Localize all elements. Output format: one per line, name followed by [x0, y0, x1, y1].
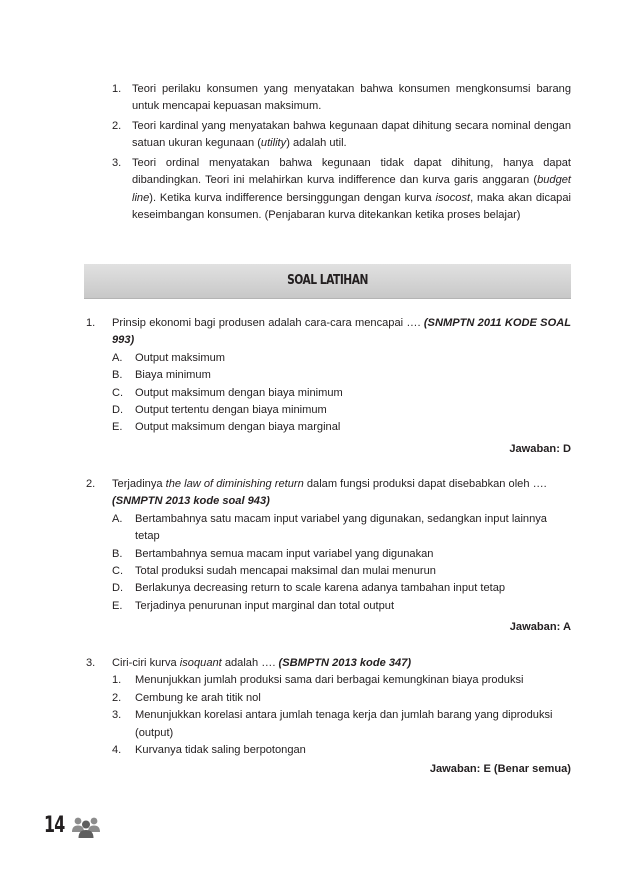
- option-a: [112, 511, 571, 546]
- option-a: [112, 350, 571, 367]
- option-label: D.: [112, 582, 124, 595]
- option-label: B.: [112, 369, 123, 382]
- statement-3: [112, 707, 571, 742]
- intro-item-number: 1.: [112, 83, 122, 95]
- question-number: 3.: [86, 657, 96, 669]
- intro-item-text: [132, 155, 571, 225]
- option-text: Output tertentu dengan biaya minimum: [135, 403, 327, 416]
- option-b: [112, 546, 571, 563]
- question-2: [112, 476, 571, 615]
- question-number: 1.: [86, 317, 96, 329]
- italic-term: isoquant: [179, 657, 222, 669]
- statement-label: 4.: [112, 744, 122, 756]
- people-group-icon: [70, 815, 102, 839]
- statement-4: [112, 742, 571, 759]
- option-e: [112, 598, 571, 615]
- option-label: D.: [112, 403, 124, 416]
- statement-label: 3.: [112, 709, 122, 722]
- statement-1: [112, 672, 571, 689]
- question-stem: [112, 476, 571, 511]
- option-d: [112, 580, 571, 597]
- section-banner: [84, 264, 571, 299]
- text-run: , maka akan dicapai keseimbangan konsumen. (Penjabaran kurva ditekankan ketika proses belajar): [132, 191, 571, 222]
- statement-text: Menunjukkan korelasi antara jumlah tenaga kerja dan jumlah barang yang diproduksi (output): [135, 709, 553, 739]
- option-label: C.: [112, 565, 124, 578]
- statement-label: 1.: [112, 674, 122, 687]
- option-text: Total produksi sudah mencapai maksimal dan mulai menurun: [135, 565, 436, 578]
- italic-term: budget line: [132, 174, 571, 204]
- option-d: [112, 402, 571, 419]
- statement-2: [112, 690, 571, 707]
- option-text: Berlakunya decreasing return to scale karena adanya tambahan input tetap: [135, 582, 506, 595]
- answer-key: Jawaban: E (Benar semua): [429, 763, 571, 775]
- intro-item-number: 2.: [112, 120, 122, 132]
- option-label: E.: [112, 421, 123, 434]
- text-run: Teori ordinal menyatakan bahwa kegunaan tidak dapat dihitung, hanya dapat dibandingkan. Teori ini melahirkan kurva indifference dan kurva garis anggaran (: [132, 157, 571, 187]
- text-run: adalah ….: [221, 657, 279, 669]
- option-label: A.: [112, 351, 123, 364]
- question-3: [112, 655, 571, 759]
- option-label: B.: [112, 547, 123, 560]
- page-number: 14: [44, 813, 65, 838]
- text-run: Prinsip ekonomi bagi produsen adalah cara-cara mencapai ….: [112, 317, 424, 329]
- option-label: C.: [112, 386, 124, 399]
- option-label: E.: [112, 599, 123, 612]
- option-text: Output maksimum dengan biaya marginal: [135, 421, 341, 434]
- intro-item-number: 3.: [112, 157, 122, 169]
- statement-text: Menunjukkan jumlah produksi sama dari berbagai kemungkinan biaya produksi: [135, 674, 524, 687]
- answer-key: Jawaban: D: [509, 443, 571, 455]
- option-label: A.: [112, 512, 123, 525]
- text-run: dalam fungsi produksi dapat disebabkan oleh ….: [303, 478, 547, 490]
- text-run: ). Ketika kurva indifference bersinggungan dengan kurva: [149, 191, 436, 204]
- option-c: [112, 563, 571, 580]
- option-text: Output maksimum: [135, 351, 226, 364]
- statement-text: Cembung ke arah titik nol: [135, 691, 261, 704]
- italic-term: the law of diminishing return: [165, 478, 304, 490]
- statement-label: 2.: [112, 691, 122, 704]
- option-text: Terjadinya penurunan input marginal dan total output: [135, 599, 395, 612]
- option-text: Bertambahnya satu macam input variabel yang digunakan, sedangkan input lainnya tetap: [135, 512, 547, 543]
- section-title: SOAL LATIHAN: [287, 273, 368, 288]
- option-c: [112, 385, 571, 402]
- text-run: Teori kardinal yang menyatakan bahwa kegunaan dapat dihitung secara nominal dengan satuan ukuran kegunaan (: [132, 120, 571, 150]
- text-run: Terjadinya: [112, 478, 166, 490]
- exam-source: (SNMPTN 2013 kode soal 943): [112, 495, 270, 508]
- answer-key: Jawaban: A: [509, 621, 571, 633]
- intro-item-text: [132, 81, 571, 116]
- option-text: Output maksimum dengan biaya minimum: [135, 386, 343, 399]
- text-run: ) adalah util.: [286, 137, 347, 150]
- text-run: Teori perilaku konsumen yang menyatakan bahwa konsumen mengkonsumsi barang untuk mencapai kepuasan maksimum.: [132, 83, 571, 113]
- italic-term: isocost: [435, 191, 471, 204]
- option-e: [112, 419, 571, 436]
- question-stem: [112, 315, 571, 350]
- question-number: 2.: [86, 478, 96, 490]
- exam-source: (SBMPTN 2013 kode 347): [278, 657, 412, 669]
- statement-text: Kurvanya tidak saling berpotongan: [135, 744, 306, 756]
- option-b: [112, 367, 571, 384]
- italic-term: utility: [260, 137, 287, 150]
- option-text: Bertambahnya semua macam input variabel yang digunakan: [135, 547, 434, 560]
- text-run: Ciri-ciri kurva: [112, 657, 180, 669]
- intro-item-text: [132, 118, 571, 153]
- question-1: [112, 315, 571, 437]
- exam-source: (SNMPTN 2011 KODE SOAL 993): [112, 317, 571, 347]
- option-text: Biaya minimum: [135, 369, 211, 382]
- question-stem: [112, 655, 571, 672]
